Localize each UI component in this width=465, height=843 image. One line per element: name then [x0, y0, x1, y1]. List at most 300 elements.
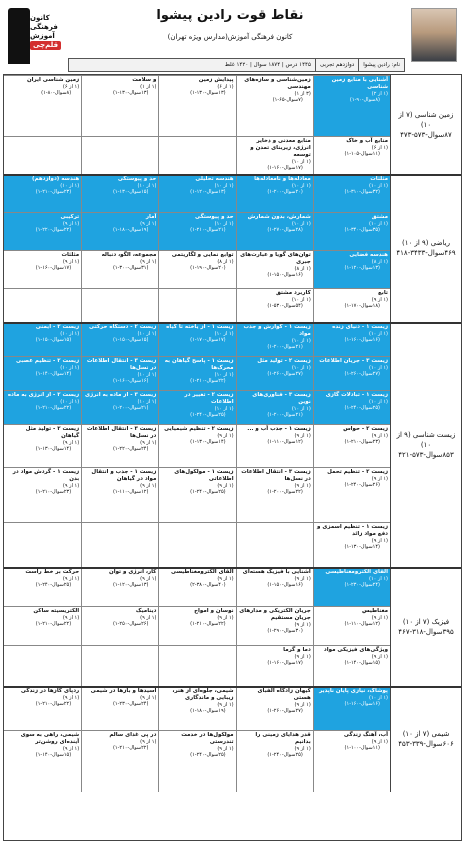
topic-cell [81, 76, 158, 136]
topic-cell [313, 468, 390, 522]
page-subtitle: کانون فرهنگی آموزش(مدارس ویژه تهران) [167, 33, 293, 41]
topic-score: (۱ از ۱۰) [369, 399, 388, 405]
topic-cell [4, 391, 81, 424]
topic-score: (۱ از ۱۰) [214, 221, 234, 227]
topic-metrics: (۲۷سوال-۲۶۰-۱) [267, 708, 303, 715]
topic-metrics: (۲۸سوال-۲۷۰-۱) [267, 227, 303, 234]
topic-score: (۱ از ۱۰) [369, 221, 388, 227]
topic-metrics: (۱۳سوال-۱۲۰-۱) [190, 189, 226, 196]
topic-score: (۱ از ۱۰) [369, 695, 388, 701]
topic-cell [158, 731, 235, 792]
subject-stats: ۸۵۳سوال-۵۷۳-۴۲۱ [398, 450, 454, 459]
topic-metrics: (۲۲سوال-۲۱۰-۱) [35, 621, 72, 628]
subject-divider [4, 567, 461, 569]
topic-cell [158, 76, 235, 136]
topic-score: (۱ از ۹) [140, 221, 157, 227]
topic-score: (۱ از ۹) [294, 483, 311, 489]
subject-name: زیست شناسی (۹ از ۱۰) [396, 430, 456, 449]
topic-cell [158, 137, 235, 174]
topic-title: شیمی، راهی به سوی آینده‌ای روشن‌تر [20, 732, 80, 745]
topic-metrics: (۱۷سوال-۱۶۰-۱) [267, 660, 303, 667]
topic-score: (۱ از ۹) [217, 433, 234, 439]
graduate-icon [8, 8, 30, 64]
topic-cell [236, 607, 313, 645]
topic-cell [81, 523, 158, 567]
topic-cell [81, 137, 158, 174]
topic-metrics: (۲۳سوال-۲۱۰-۱) [344, 439, 380, 446]
topic-title: زیست ۳ - انتقال اطلاعات در نسل‌ها [86, 426, 157, 439]
topic-metrics: (۲۶سوال-۲۴۰-۱) [344, 482, 380, 489]
topic-cell [81, 391, 158, 424]
topic-score: (۱ از ۹) [371, 739, 388, 745]
topic-metrics: (۲۲سوال-۲۱۰-۱) [112, 745, 149, 752]
topic-score: (۱ از ۹) [294, 576, 311, 582]
topic-score: (۱ از ۹) [140, 739, 157, 745]
topic-metrics: (۲۶سوال-۲۵۰-۱) [112, 621, 149, 628]
subject-stats: ۴۶۹سوال-۳۴۳۳-۴۱۸ [396, 249, 456, 257]
topic-metrics: (۲۰سوال-۲۰۰-۱) [267, 189, 303, 196]
topic-score: (۱ از ۸) [217, 259, 234, 265]
topic-score: (۱ از ۹) [217, 576, 234, 582]
topic-title: معادله‌ها و نامعادله‌ها [254, 176, 311, 182]
topic-title: منابع آب و خاک [346, 138, 388, 144]
topic-score: (۱ از ۹) [294, 746, 311, 752]
topic-cell [81, 687, 158, 730]
topic-metrics: (۳۱سوال-۳۰۰-۱) [112, 265, 149, 272]
student-stats: ۱۴۴۵ درس | ۱۸۷۴ سوال | ۱۴۲۰ غلط [69, 59, 315, 71]
logo-text: کانون فرهنگی آموزش قلم‌چی [30, 14, 61, 50]
subject-stats: ۸۷سوال-۵۷۳-۴۷۳ [400, 130, 452, 139]
topic-cell [313, 357, 390, 390]
topic-metrics: (۲۳سوال-۲۱۰-۱) [35, 189, 72, 196]
subject-label [390, 174, 461, 322]
topic-cell [236, 175, 313, 212]
table-row [4, 250, 390, 288]
topic-cell [236, 391, 313, 424]
topic-cell [158, 523, 235, 567]
topic-score: (۱ از ۶) [62, 84, 80, 90]
info-bar [68, 58, 405, 72]
topic-score: (۱ از ۱۰) [60, 183, 80, 189]
topic-cell [4, 175, 81, 212]
topic-cell [236, 323, 313, 356]
topic-title: زیست ۱ - جذب آب و ... [247, 426, 311, 432]
topic-metrics: (۱۳سوال-۱۲۰-۱) [344, 265, 380, 272]
topic-metrics: (۱۷سوال-۱۶۰-۱) [267, 165, 303, 172]
topic-cell [81, 251, 158, 288]
topic-cell [313, 323, 390, 356]
topic-title: کیهان زادگاه الفبای هستی [257, 688, 311, 701]
topic-title: شمارش، بدون شمارش [247, 214, 311, 220]
topic-title: زیست ۲ - تنظیم عصبی [16, 358, 80, 364]
topic-cell [81, 468, 158, 522]
topic-score: (۱ از ۱۰) [214, 372, 234, 378]
topic-cell [236, 568, 313, 606]
topic-title: مشتق [371, 214, 388, 220]
topic-title: القای الکترومغناطیسی [325, 569, 388, 575]
topic-title: آشنایی با فیزیک هسته‌ای [242, 569, 311, 575]
topic-title: پیدایش زمین [198, 77, 234, 83]
topic-cell [4, 523, 81, 567]
topic-title: و سلامت [132, 77, 157, 83]
topic-metrics: (۱۷سوال-۱۷۰-۱) [190, 337, 226, 344]
topic-cell [4, 323, 81, 356]
table-row [4, 686, 390, 730]
topic-cell [4, 76, 81, 136]
subject-divider [4, 686, 461, 688]
topic-metrics: (۳۵سوال-۳۴۰-۱) [344, 227, 380, 234]
topic-score: (۱ از ۱۰) [291, 159, 311, 165]
topic-metrics: (۲۵سوال-۲۴۰-۱) [190, 489, 226, 496]
topic-metrics: (۲۲سوال-۲۱۰-۱) [190, 621, 226, 628]
topic-title: الکتریسیته ساکن [33, 608, 80, 614]
table-row [4, 75, 390, 136]
topic-title: زیست ۱ - از یاخته تا گیاه [166, 324, 234, 330]
page-title: نقاط قوت رادین پیشوا [156, 8, 304, 23]
topic-score: (۱ از ۹) [294, 622, 311, 628]
topic-score: (۱ از ۸) [371, 259, 388, 265]
topic-metrics: (۱۹سوال-۱۸۰-۱) [112, 227, 149, 234]
topic-score: (۱ از ۹) [294, 433, 311, 439]
topic-score: (۱ از ۹) [62, 576, 80, 582]
topic-metrics: (۲۱سوال-۲۰۰-۱) [267, 412, 303, 419]
topic-score: (۱ از ۹) [294, 654, 311, 660]
topic-title: زیست ۱ - گوارش و جذب مواد [243, 324, 311, 337]
topic-cell [236, 731, 313, 792]
topic-score: (۱ از ۹) [140, 615, 157, 621]
subject-name: شیمی (۷ از ۱۰) [402, 730, 450, 738]
topic-metrics: (۱۵سوال-۱۳۰-۱) [112, 189, 149, 196]
topic-cell [313, 731, 390, 792]
topic-score: (۱ از ۹) [217, 615, 234, 621]
topic-title: جریان الکتریکی و مدارهای جریان مستقیم [239, 608, 311, 621]
topic-title: زیست ۳ - انتقال اطلاعات در نسل‌ها [241, 469, 311, 482]
topic-title: زیست ۱ - مولکول‌های اطلاعاتی [174, 469, 234, 482]
topic-metrics: (۲۲سوال-۲۲۰-۱) [35, 227, 72, 234]
topic-metrics: (۵۴سوال-۵۳۰-۱) [267, 303, 303, 310]
topic-metrics: (۱۷سوال-۱۶۰-۱) [35, 265, 72, 272]
topic-metrics: (۱۵سوال-۱۵۰-۱) [112, 337, 149, 344]
topic-cell [4, 646, 81, 686]
topic-metrics: (۲۷سوال-۲۶۰-۱) [267, 371, 303, 378]
topic-score: (۱ از ۱۰) [291, 406, 311, 412]
topic-score: (۱ از ۹) [217, 746, 234, 752]
topic-score: (۱ از ۱۰) [291, 365, 311, 371]
topic-score: (۱ از ۱۰) [369, 331, 388, 337]
table-row [4, 645, 390, 686]
topic-score: (۱ از ۹) [140, 695, 157, 701]
topic-metrics: (۸سوال-۹۰-۱) [349, 97, 380, 104]
topic-title: ردپای گازها در زندگی [20, 688, 80, 694]
topic-title: حد و پیوستگی [117, 176, 157, 182]
topic-metrics: (۱۴سوال-۱۴۰-۱) [35, 371, 72, 378]
topic-score: (۱ از ۱۰) [369, 183, 388, 189]
topic-score: (۱ از ۹) [62, 221, 80, 227]
topic-metrics: (۳۰سوال-۲۹۰-۱) [267, 628, 303, 635]
topic-title: ترکیبی [60, 214, 80, 220]
table-row [4, 288, 390, 322]
topic-cell [313, 425, 390, 467]
topic-cell [81, 607, 158, 645]
topic-score: (۱ از ۱۰) [291, 183, 311, 189]
topic-cell [313, 175, 390, 212]
table-row [4, 606, 390, 645]
subject-label [390, 567, 461, 686]
topic-cell [158, 468, 235, 522]
topic-title: منابع معدنی و ذخایر انرژی، زیربنای تمدن و توسعه [250, 138, 311, 158]
topic-cell [4, 607, 81, 645]
subject-name: ریاضی (۹ از ۱۰) [401, 239, 450, 247]
topic-score: (۱ از ۹) [62, 615, 80, 621]
topic-cell [4, 568, 81, 606]
topic-cell [81, 323, 158, 356]
topic-score: (۱ از ۹) [140, 259, 157, 265]
topic-metrics: (۱۲سوال-۱۱۰-۱) [344, 621, 380, 628]
topic-metrics: (۱۶سوال-۱۶۰-۱) [344, 701, 380, 708]
topic-title: توابع نمایی و لگاریتمی [171, 252, 234, 258]
topic-title: هندسه تحلیلی [195, 176, 234, 182]
table-row [4, 174, 390, 212]
topic-title: زیست ۲ - تنظیم تحمل [327, 469, 388, 475]
topic-cell [313, 646, 390, 686]
topic-metrics: (۱۳سوال-۱۳۰-۱) [190, 90, 226, 97]
table-row [4, 322, 390, 356]
topic-title: زیست ۳ - از ماده به انرژی [85, 392, 157, 398]
topic-title: تابع [378, 290, 388, 296]
topic-cell [236, 213, 313, 250]
topic-metrics: (۱۹سوال-۱۸۰-۱) [190, 708, 226, 715]
topic-score: (۱ از ۹) [62, 440, 80, 446]
topic-score: (۱ از ۹) [62, 695, 80, 701]
topic-title: هندسه فضایی [349, 252, 388, 258]
topic-title: زیست ۱ - تنظیم اسمزی و دفع مواد زائد [317, 524, 388, 537]
topic-score: (۱ از ۹) [140, 576, 157, 582]
topic-title: قدر هدایای زمینی را بدانیم [255, 732, 311, 745]
topic-title: زمین‌شناسی و سازه‌های مهندسی [244, 77, 311, 90]
topic-title: شیمی، جلوه‌ای از هنر، زیبایی و ماندگاری [172, 688, 234, 701]
topic-score: (۳ از ۱) [294, 91, 311, 97]
topic-score: (۱ از ۹) [371, 433, 388, 439]
topic-metrics: (۲۵سوال-۲۴۰-۱) [35, 582, 72, 589]
topic-cell [4, 468, 81, 522]
topic-cell [158, 289, 235, 322]
topic-score: (۱ از ۹) [140, 483, 157, 489]
student-name: نام: رادین پیشوا [358, 59, 404, 71]
topic-cell [4, 251, 81, 288]
topic-metrics: (۲۲سوال-۲۱۰-۱) [35, 701, 72, 708]
topic-cell [81, 568, 158, 606]
topic-score: (۱ از ۱۰) [60, 331, 80, 337]
topic-title: پوشاک، نیازی پایان ناپذیر [319, 688, 388, 694]
topic-score: (۱ از ۱۰) [137, 399, 157, 405]
topic-score: (۱ از ۱۰) [214, 406, 234, 412]
table-row [4, 390, 390, 424]
topic-score: (۱ از ۱) [140, 84, 157, 90]
topic-title: زیست ۲ - تنظیم شیمیایی [164, 426, 234, 432]
topic-metrics: (۲۵سوال-۲۴۰-۱) [190, 752, 226, 759]
topic-score: (۱ از ۱۰) [214, 183, 234, 189]
topic-cell [236, 357, 313, 390]
topic-cell [81, 289, 158, 322]
topic-score: (۱ از ۹) [62, 483, 80, 489]
table-row [4, 730, 390, 792]
topic-title: زیست ۲ - تولید مثل [257, 358, 311, 364]
topic-title: زیست ۳ - انتقال اطلاعات در نسل‌ها [86, 358, 157, 371]
logo [6, 4, 72, 68]
topic-score: (۱ از ۸) [294, 266, 311, 272]
report-header [0, 0, 465, 72]
topic-score: (۱ از ۱۰) [60, 365, 80, 371]
topic-cell [81, 213, 158, 250]
topic-title: کاربرد مشتق [275, 290, 311, 296]
topic-metrics: (۴۰سوال-۳۸۰-۲) [190, 582, 226, 589]
subject-name: زمین شناسی (۷ از ۱۰) [398, 110, 454, 129]
topic-cell [4, 731, 81, 792]
table-row [4, 356, 390, 390]
topic-score: (۱ از ۱۰) [369, 365, 388, 371]
topic-cell [4, 687, 81, 730]
topic-title: زیست ۱ - دنیای زنده [332, 324, 388, 330]
topic-cell [313, 687, 390, 730]
topic-score: (۱ از ۶) [371, 145, 388, 151]
topic-cell [236, 687, 313, 730]
topic-cell [236, 523, 313, 567]
topic-score: (۱ از ۹) [140, 440, 157, 446]
topic-score: (۱ از ۱۰) [291, 338, 311, 344]
topic-cell [81, 731, 158, 792]
topic-title: زیست ۱ - گردش مواد در بدن [12, 469, 80, 482]
topic-cell [81, 175, 158, 212]
topic-cell [4, 137, 81, 174]
topic-title: مثلثات [370, 176, 388, 182]
topic-metrics: (۸سوال-۸۰-۱) [41, 90, 72, 97]
topic-title: زیست ۱ - پاسخ گیاهان به محرک‌ها [164, 358, 234, 371]
topic-title: زیست ۲ - حواس [343, 426, 388, 432]
topic-cell [81, 357, 158, 390]
topic-metrics: (۲۲سوال-۲۰۰-۱) [267, 489, 303, 496]
topic-metrics: (۲۳سوال-۲۱۰-۱) [35, 489, 72, 496]
table-row [4, 424, 390, 467]
topic-title: زیست ۲ - تولید مثل گیاهان [25, 426, 80, 439]
topic-metrics: (۲۷سوال-۲۶۰-۱) [344, 371, 380, 378]
topic-title: آشنایی با منابع زمین شناسی [331, 77, 388, 90]
topic-cell [158, 607, 235, 645]
table-row [4, 522, 390, 567]
student-photo [411, 8, 457, 62]
topic-score: (۱ از ۹) [371, 615, 388, 621]
topic-cell [158, 391, 235, 424]
topic-score: (۱ از ۱۰) [214, 331, 234, 337]
topic-cell [313, 76, 390, 136]
topic-metrics: (۱۱سوال-۱۰۵-۱) [344, 151, 380, 158]
topic-metrics: (۷سوال-۶۵-۱) [272, 97, 303, 104]
topic-cell [158, 568, 235, 606]
topic-score: (۱ از ۶) [217, 84, 234, 90]
topic-score: (۱ از ۹) [371, 654, 388, 660]
topic-score: (۱ از ۱۰) [291, 297, 311, 303]
topic-title: نوسان و امواج [194, 608, 234, 614]
topic-cell [4, 425, 81, 467]
topic-metrics: (۲۱سوال-۲۱۰-۱) [190, 227, 226, 234]
topic-cell [313, 523, 390, 567]
topic-metrics: (۲۴سوال-۲۳۰-۱) [344, 582, 380, 589]
topic-score: (۱ از ۹) [217, 702, 234, 708]
topic-metrics: (۲۲سوال-۲۱۰-۱) [190, 378, 226, 385]
topic-metrics: (۱۲سوال-۱۱۰-۱) [267, 439, 303, 446]
topic-metrics: (۱۶سوال-۱۵۰-۱) [267, 582, 303, 589]
topic-cell [313, 251, 390, 288]
topic-score: (۱ از ۹) [62, 259, 80, 265]
topic-metrics: (۲۵سوال-۲۴۰-۱) [267, 752, 303, 759]
topic-cell [313, 137, 390, 174]
topic-cell [313, 568, 390, 606]
topic-score: (۱ از ۹) [371, 538, 388, 544]
topic-title: مجموعه، الگو، دنباله [101, 252, 157, 258]
topic-cell [313, 391, 390, 424]
topic-cell [81, 646, 158, 686]
topic-metrics: (۱۴سوال-۱۳۰-۱) [35, 446, 72, 453]
subject-label [390, 75, 461, 174]
topic-score: (۱ از ۹) [62, 746, 80, 752]
topic-cell [158, 687, 235, 730]
topic-title: مثلثات [61, 252, 80, 258]
topic-cell [4, 357, 81, 390]
topic-title: هندسه (دوازدهم) [32, 176, 80, 182]
strengths-table [3, 74, 462, 841]
topic-title: دما و گرما [283, 647, 311, 653]
topic-score: (۱ از ۱۰) [137, 331, 157, 337]
topic-cell [158, 213, 235, 250]
topic-metrics: (۲۱سوال-۲۰۰-۱) [267, 344, 303, 351]
topic-metrics: (۳۲سوال-۳۱۰-۱) [344, 189, 380, 196]
table-row [4, 567, 390, 606]
topic-metrics: (۲۱سوال-۲۰۰-۱) [112, 405, 149, 412]
topic-score: (۱ از ۱۰) [60, 399, 80, 405]
topic-title: در پی غذای سالم [109, 732, 157, 738]
topic-score: (۱ از ۲) [371, 91, 388, 97]
topic-title: زیست ۱ - جذب و انتقال مواد در گیاهان [91, 469, 157, 482]
topic-cell [236, 289, 313, 322]
topic-title: زیست ۳ - جریان اطلاعات [319, 358, 388, 364]
topic-title: زمین شناسی ایران [26, 77, 80, 83]
topic-score: (۱ از ۱۰) [137, 372, 157, 378]
student-grade: دوازدهم تجربی [315, 59, 358, 71]
topic-cell [158, 251, 235, 288]
subject-label [390, 686, 461, 792]
topic-title: زیست ۳ - فناوری‌های نوین [252, 392, 311, 405]
subject-label [390, 322, 461, 567]
topic-title: زیست ۲ - از انرژی به ماده [7, 392, 80, 398]
subject-divider [4, 322, 461, 324]
topic-metrics: (۲۵سوال-۲۴۰-۱) [344, 405, 380, 412]
topic-score: (۱ از ۹) [371, 476, 388, 482]
topic-cell [236, 646, 313, 686]
topic-title: حد و پیوستگی [195, 214, 234, 220]
topic-cell [236, 425, 313, 467]
topic-cell [4, 289, 81, 322]
topic-cell [158, 357, 235, 390]
subject-stats: ۳۹۵سوال-۳۱۸-۴۶۷ [398, 627, 454, 636]
table-row [4, 212, 390, 250]
topic-score: (۱ از ۱۰) [137, 183, 157, 189]
topic-metrics: (۱۴سوال-۱۳۰-۱) [344, 544, 380, 551]
topic-metrics: (۲۵سوال-۲۴۰-۱) [190, 412, 226, 419]
topic-metrics: (۱۶سوال-۱۶۰-۱) [344, 337, 380, 344]
topic-metrics: (۱۳سوال-۱۳۰-۱) [112, 90, 149, 97]
topic-metrics: (۱۴سوال-۱۳۰-۱) [190, 439, 226, 446]
topic-title: مولکول‌ها در خدمت تندرستی [181, 732, 234, 745]
topic-cell [236, 468, 313, 522]
